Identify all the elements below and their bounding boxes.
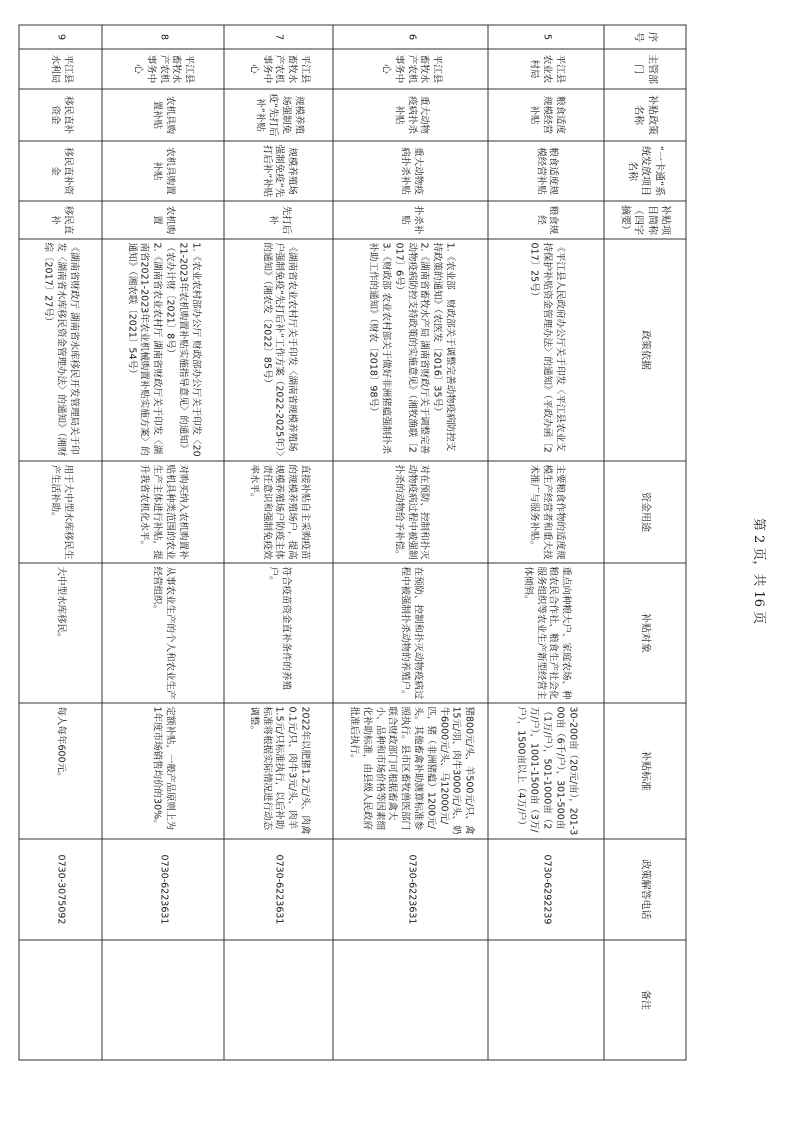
table-row — [19, 25, 102, 1060]
cell-standard: 定额补贴，一般产品原则上为1年度市场销售均价的30%。 — [102, 703, 224, 839]
cell-policy-name: 规模养殖场强制免疫“先打后补”补贴 — [224, 89, 334, 141]
cell-abbr: 粮食规经 — [488, 201, 604, 239]
cell-policy-name: 农机具购置补贴 — [102, 89, 224, 141]
cell-abbr: 扑杀补贴 — [333, 201, 488, 239]
cell-phone: 0730-6223631 — [333, 839, 488, 940]
cell-standard: 30-200亩（20元/亩），201-300亩（6千/户），301-500亩（1万/户），501-1000亩（2万/户），1001-1500亩（3万/户），1500亩以上（4万/户） — [488, 703, 604, 839]
cell-standard: 猪800元/头、羊500元/只、禽15元/羽、肉牛3000元/头、奶牛6000元/头、马12000元/匹，猪（非洲猪瘟）1200元/头。其他畜禽补助测算标准参照执行。县市区畜牧兽医部门联合财政部门可根据畜禽大小、品种和市场价格等因素细化补助标准，由县级人民政府批准后执行。 — [333, 703, 488, 839]
table-row — [102, 25, 224, 1060]
cell-note — [224, 940, 334, 1060]
cell-basis: 《湖南省农业农村厅关于印发〈湖南省规模养殖场户强制免疫“先打后补”工作方案（2022-2025年）〉的通知》（湘农发〔2022〕85号） — [224, 239, 334, 461]
cell-dept: 平江县农业农村局 — [488, 49, 604, 89]
policy-table-rotated — [19, 25, 687, 1060]
cell-system-name: 农机具购置补贴 — [102, 141, 224, 201]
cell-policy-name: 粮食适度规模经营补贴 — [488, 89, 604, 141]
cell-seq: 5 — [488, 25, 604, 49]
cell-seq: 7 — [224, 25, 334, 49]
cell-system-name: 重大动物疫病扑杀补贴 — [333, 141, 488, 201]
cell-basis: 1.《农业农村部办公厅 财政部办公厅关于印发〈2021-2023年农机购置补贴实施指导意见〉的通知》（农办计财〔2021〕8号） 2.《湖南省农业农村厅 湖南省财政厅关于印发〈湖南省2021-2023年农业机械购置补贴实施方案〉的通知》（湘农联〔2021〕54号） — [102, 239, 224, 461]
header-basis: 政策依据 — [604, 239, 686, 461]
cell-basis: 《平江县人民政府办公厅关于印发〈平江县农业支持保护补贴资金管理办法〉的通知》（平政办函〔2017〕25号） — [488, 239, 604, 461]
cell-abbr: 农机购置 — [102, 201, 224, 239]
subsidy-policy-table — [19, 25, 687, 1061]
header-policy-name: 补贴政策名称 — [604, 89, 686, 141]
cell-phone: 0730-6223631 — [224, 839, 334, 940]
cell-target: 重点向种粮大户、家庭农场、种粮农民合作社、粮食生产社会化服务组织等农业生产新型经营主体倾斜。 — [488, 563, 604, 703]
header-system-name: “一卡通”系统发放项目名称 — [604, 141, 686, 201]
header-dept: 主管部门 — [604, 49, 686, 89]
table-header-row — [604, 25, 686, 1060]
cell-note — [19, 940, 102, 1060]
cell-dept: 平江县畜牧水产农机事务中心 — [333, 49, 488, 89]
header-note: 备注 — [604, 940, 686, 1060]
table-row — [333, 25, 488, 1060]
cell-dept: 平江县畜牧水产农机事务中心 — [224, 49, 334, 89]
cell-target: 从事农业生产的个人和农业生产经营组织。 — [102, 563, 224, 703]
table-row — [224, 25, 334, 1060]
cell-target: 大中型水库移民。 — [19, 563, 102, 703]
header-target: 补贴对象 — [604, 563, 686, 703]
page-footer: 第 2 页，共 16 页 — [751, 517, 767, 625]
table-row — [488, 25, 604, 1060]
header-standard: 补贴标准 — [604, 703, 686, 839]
cell-standard: 每人每年600元。 — [19, 703, 102, 839]
cell-seq: 9 — [19, 25, 102, 49]
cell-usage: 用于大中型水库移民生产生活补助。 — [19, 461, 102, 563]
cell-dept: 平江县水利局 — [19, 49, 102, 89]
cell-policy-name: 重大动物疫病扑杀补贴 — [333, 89, 488, 141]
cell-seq: 6 — [333, 25, 488, 49]
cell-target: 在预防、控制和扑灭动物疫病过程中被强制扑杀动物的养殖户。 — [333, 563, 488, 703]
cell-dept: 平江县畜牧水产农机事务中心 — [102, 49, 224, 89]
cell-phone: 0730-6292239 — [488, 839, 604, 940]
header-abbr: 补贴项目简称（四字摘要） — [604, 201, 686, 239]
cell-abbr: 先打后补 — [224, 201, 334, 239]
cell-usage: 对在预防、控制和扑灭动物疫病过程中被强制扑杀的动物给予补偿。 — [333, 461, 488, 563]
cell-system-name: 规模养殖场强制免疫“先打后补”补贴 — [224, 141, 334, 201]
cell-basis: 《湖南省财政厅 湖南省水库移民开发管理局关于印发〈湖南省水库移民资金管理办法〉的通知》（湘财综〔2017〕27号） — [19, 239, 102, 461]
cell-seq: 8 — [102, 25, 224, 49]
cell-system-name: 移民直补资金 — [19, 141, 102, 201]
cell-usage: 主要粮食作物的适度规模生产经营者和重大技术推广与服务补贴。 — [488, 461, 604, 563]
cell-note — [102, 940, 224, 1060]
cell-target: 符合疫苗资金直补条件的养殖户。 — [224, 563, 334, 703]
cell-standard: 2022年以肥猪1.2元/头、肉禽0.1元/只、肉牛3元/头、肉羊1.5元/只标准执行，以后补助标准将根据实际情况进行动态调整。 — [224, 703, 334, 839]
header-usage: 资金用途 — [604, 461, 686, 563]
cell-phone: 0730-3075092 — [19, 839, 102, 940]
header-seq: 序号 — [604, 25, 686, 49]
cell-usage: 直接补贴自主采购疫苗的规模养殖场户，提高规模养殖场户防疫主体责任意识和强制免疫效率水平。 — [224, 461, 334, 563]
cell-policy-name: 移民直补资金 — [19, 89, 102, 141]
cell-note — [488, 940, 604, 1060]
cell-system-name: 粮食适度规模经营补贴 — [488, 141, 604, 201]
cell-note — [333, 940, 488, 1060]
cell-basis: 1.《农业部 财政部关于调整完善动物疫病防控支持政策的通知》（农医发〔2016〕35号） 2.《湖南省畜牧水产局 湖南省财政厅关于调整完善动物疫病防控支持政策的实施意见》（湘牧渔联〔2017〕6号） 3.《财政部 农业农村部关于做好非洲猪瘟强制扑杀补助工作的通知》（财农〔2018〕98号） — [333, 239, 488, 461]
cell-usage: 对购买纳入农机购置补贴机具种类范围的农业生产主体进行补贴，提升我省农机化水平。 — [102, 461, 224, 563]
header-phone: 政策解答电话 — [604, 839, 686, 940]
cell-abbr: 移民直补 — [19, 201, 102, 239]
cell-phone: 0730-6223631 — [102, 839, 224, 940]
